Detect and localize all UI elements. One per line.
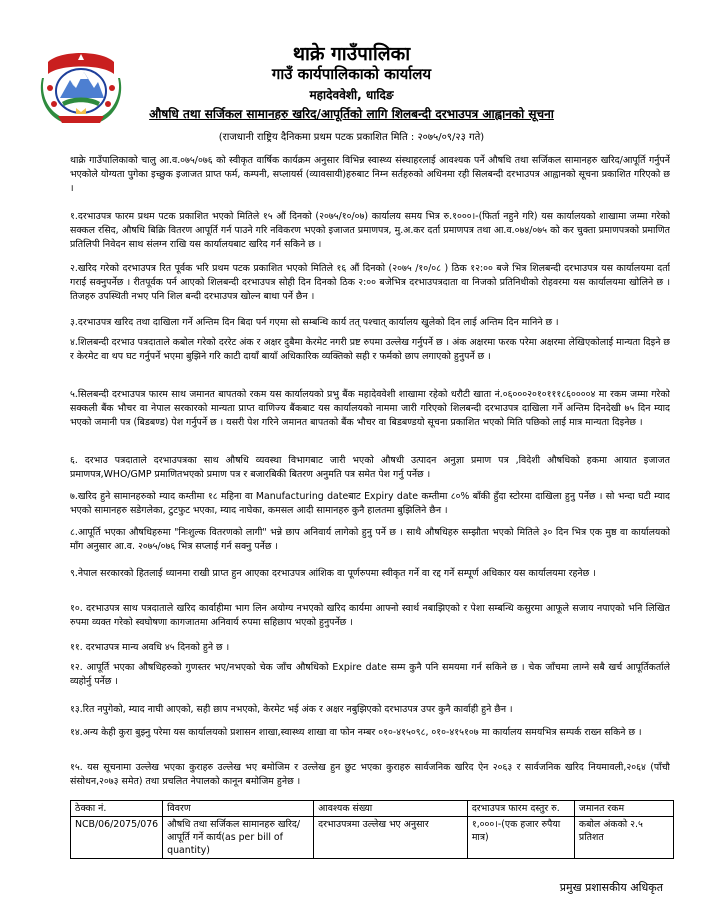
clause-13: १३.रित नपुगेको, म्याद नाघी आएको, सही छाप नभएको, केरमेट भई अंक र अक्षर नबुझिएको दरभाउपत्र उपर कुनै कार्वाही हुने छैन । — [70, 704, 513, 715]
header-contract-no: ठेक्का नं. — [71, 801, 163, 817]
header-form-fee: दरभाउपत्र फारम दस्तुर रु. — [467, 801, 574, 817]
notice-title: औषधि तथा सर्जिकल सामानहरु खरिद/आपूर्तिको लागि शिलबन्दी दरभाउपत्र आह्वानको सूचना — [149, 107, 554, 121]
signature-title: प्रमुख प्रशासकीय अधिकृत — [559, 881, 663, 894]
intro-paragraph: थाक्रे गाउँपालिकाको चालु आ.व.०७५/०७६ को स्वीकृत वार्षिक कार्यक्रम अनुसार विभिन्न स्वास्थ्य संस्थाहरलाई आवश्यक पर्ने औषधि तथा सर्जिकल सामानहरु खरिद/आपूर्ति गर्नुपर्ने भएकोले योग्यता पुगेका इच्छुक इजाजत प्राप्त फर्म, कम्पनी, सप्लायर्स (व्यावसायी)हरुबाट निम्न सर्तहरुको अधिनमा रही सिलबन्दी दरभाउपत्र आह्वानको सूचना प्रकाशित गरिएको छ । — [70, 155, 670, 194]
table-header-row — [71, 801, 674, 817]
cell-bid-bond: कबोल अंकको २.५ प्रतिशत — [574, 817, 673, 859]
cell-quantity: दरभाउपत्रमा उल्लेख भए अनुसार — [314, 817, 468, 859]
header-bid-bond: जमानत रकम — [574, 801, 673, 817]
table-row — [71, 817, 674, 859]
clause-8: ८.आपूर्ति भएका औषधिहरुमा "निःशुल्क वितरणको लागी" भन्ने छाप अनिवार्य लागेको हुनु पर्ने छ । साथै औषधिहरु सम्झौता भएको मितिले ३० दिन भित्र एक मुष्ठ वा कार्यालयको माँग अनुसार आ.व. २०७५/०७६ भित्र सप्लाई गर्न सक्नु पर्नेछ । — [70, 527, 670, 552]
clause-7: ७.खरिद हुने सामानहरुको म्याद कम्तीमा १८ महिना वा Manufacturing dateबाट Expiry date कम्तीमा ८०% बाँकी हुँदा स्टोरमा दाखिला हुनु पर्नेछ । सो भन्दा घटी म्याद भएको सामानहरु सडेगलेका, टुटफुट भएका, म्याद नाघेका, कमसल आदी सामानहरु कुनै हालतमा बुझिलिने छैन । — [70, 491, 670, 516]
clause-3: ३.दरभाउपत्र खरिद तथा दाखिला गर्ने अन्तिम दिन बिदा पर्न गएमा सो सम्बन्धि कार्य तत् पश्चात् कार्यालय खुलेको दिन लाई अन्तिम दिन मानिने छ । — [70, 317, 559, 328]
header-quantity: आवश्यक संख्या — [314, 801, 468, 817]
clause-10: १०. दरभाउपत्र साथ पत्रदाताले खरिद कार्वाहीमा भाग लिन अयोग्य नभएको खरिद कार्यमा आफ्नो स्वार्थ नबाझिएको र पेशा सम्बन्धि कसुरमा आफूले सजाय नपाएको भनि लिखित रुपमा व्यक्त गरेको स्वघोषणा कागजातमा अनिवार्य रुपमा सहिछाप भएको हुनुपर्नेछ । — [70, 603, 670, 628]
clause-5: ५.सिलबन्दी दरभाउपत्र फारम साथ जमानत बापतको रकम यस कार्यालयको प्रभु बैंक महादेववेशी शाखामा रहेको धरौटी खाता नं.०६०००२०१०१११८६००००४ मा रकम जम्मा गरेको सक्कली बैंक भौचर वा नेपाल सरकारको मान्यता प्राप्त वाणिज्य बैंकबाट यस कार्यालयको नाममा जारी गरिएको शिलबन्दी दरभाउपत्र दाखिला गर्ने अन्तिम दिनदेखी ७५ दिन म्याद भएको जमानी पत्र (बिडबण्ड) पेश गर्नुपर्ने छ । यसरी पेश गरिने जमानत बापतको बैंक भौचर वा बिडबण्डयो सूचना प्रकाशित भएको मिति पछिको लाई मात्र मान्यता दिइनेछ । — [70, 389, 670, 428]
clause-2: २.खरिद गरेको दरभाउपत्र रित पूर्वक भरि प्रथम पटक प्रकाशित भएको मितिले १६ औं दिनको (२०७५ /१०/०८ ) ठिक १२:०० बजे भित्र शिलबन्दी दरभाउपत्र यस कार्यालयमा दर्ता गराई सक्नुपर्नेछ । रीतपूर्वक पर्न आएको शिलबन्दी दरभाउपत्र सोही दिन दिनको ठिक २:०० बजेभित्र दरभाउपत्रदाता वा निजको प्रतिनिधीको रोहवरमा यस कार्यालयमा खोलिने छ । तिजहरु उपस्थिती नभए पनि शिल बन्दी दरभाउपत्र खोल्न बाधा पर्ने छैन । — [70, 263, 670, 302]
clause-15: १५. यस सूचनामा उल्लेख भएका कुराहरु उल्लेख भए बमोजिम र उल्लेख हुन छुट भएका कुराहरु सार्वजनिक खरिद ऐन २०६३ र सार्वजनिक खरिद नियमावली,२०६४ (पाँचौ संसोधन,२०७३ समेत) तथा प्रचलित नेपालको कानून बमोजिम हुनेछ । — [70, 762, 670, 787]
clause-6: ६. दरभाउ पत्रदाताले दरभाउपत्रका साथ औषधि व्यवस्था विभागबाट जारी भएको औषधी उत्पादन अनुज्ञा प्रमाण पत्र ,विदेशी औषधिको हकमा आयात इजाजत प्रमाणपत्र,WHO/GMP प्रमाणितभएको प्रमाण पत्र र बजारबिकी बितरण अनुमति पत्र समेत पेश गर्नु पर्नेछ । — [70, 455, 670, 480]
clause-14: १४.अन्य केही कुरा बुझ्नु परेमा यस कार्यालयको प्रशासन शाखा,स्वास्थ्य शाखा वा फोन नम्बर ०१०-४१५०९८, ०१०-४१५१०७ मा कार्यालय समयभित्र सम्पर्क राख्न सकिने छ । — [70, 727, 642, 738]
office-name: गाउँ कार्यपालिकाको कार्यालय — [271, 65, 432, 83]
clause-12: १२. आपूर्ति भएका औषधिहरुको गुणस्तर भए/नभएको चेक जाँच औषधिको Expire date सम्म कुनै पनि समयमा गर्न सकिने छ । चेक जाँचमा लाग्ने सबै खर्च आपूर्तिकर्ताले व्यहोर्नु पर्नेछ । — [70, 662, 670, 687]
cell-form-fee: १,०००।-(एक हजार रुपैया मात्र) — [467, 817, 574, 859]
tender-table — [70, 800, 674, 859]
clause-9: ९.नेपाल सरकारको हितलाई ध्यानमा राखी प्राप्त हुन आएका दरभाउपत्र आंशिक वा पूर्णरुपमा स्वीकृत गर्ने वा रद्द गर्ने सम्पूर्ण अधिकार यस कार्यालयमा रहनेछ । — [70, 568, 596, 579]
publication-note: (राजधानी राष्ट्रिय दैनिकमा प्रथम पटक प्रकाशित मिति : २०७५/०९/२३ गते) — [218, 132, 485, 143]
cell-description: औषधि तथा सर्जिकल सामानहरु खरिद/आपूर्ति गर्ने कार्य(as per bill of quantity) — [163, 817, 314, 859]
cell-contract-no: NCB/06/2075/076 — [71, 817, 163, 859]
clause-11: ११. दरभाउपत्र मान्य अवधि ४५ दिनको हुने छ । — [70, 642, 230, 653]
header-description: विवरण — [163, 801, 314, 817]
clause-4: ४.शिलबन्दी दरभाउ पत्रदाताले कबोल गरेको दररेट अंक र अक्षर दुबैमा केरमेट नगरी प्रष्ट रुपमा उल्लेख गर्नुपर्ने छ । अंक अक्षरमा फरक परेमा अक्षरमा लेखिएकोलाई मान्यता दिइने छ र केरमेट वा थप घट गर्नुपर्ने भएमा बुझिने गरि काटी दायाँ बायाँ अधिकारिक व्यक्तिको सही र फर्मको छाप लगाएको हुनुपर्ने छ । — [70, 337, 670, 362]
municipality-title: थाक्रे गाउँपालिका — [292, 43, 411, 65]
clause-1: १.दरभाउपत्र फारम प्रथम पटक प्रकाशित भएको मितिले १५ औं दिनको (२०७५/१०/०७) कार्यालय समय भित्र रु.१०००।-(फिर्ता नहुने गरि) यस कार्यालयको शाखामा जम्मा गरेको सक्कल रसिद, औषधि बिक्रि वितरण आपूर्ति गर्न पाउने गरि नविकरण भएको इजाजत प्रमाणपत्र, मु.अ.कर दर्ता प्रमाणपत्र तथा आ.व.०७४/०७५ को कर चुक्ता प्रमाणपत्रको प्रमाणित प्रतिलिपी निवेदन साथ संलग्न राखि यस कार्यालयबाट खरिद गर्न सकिने छ । — [70, 211, 670, 250]
office-location: महादेववेशी, धादिङ — [309, 88, 394, 102]
